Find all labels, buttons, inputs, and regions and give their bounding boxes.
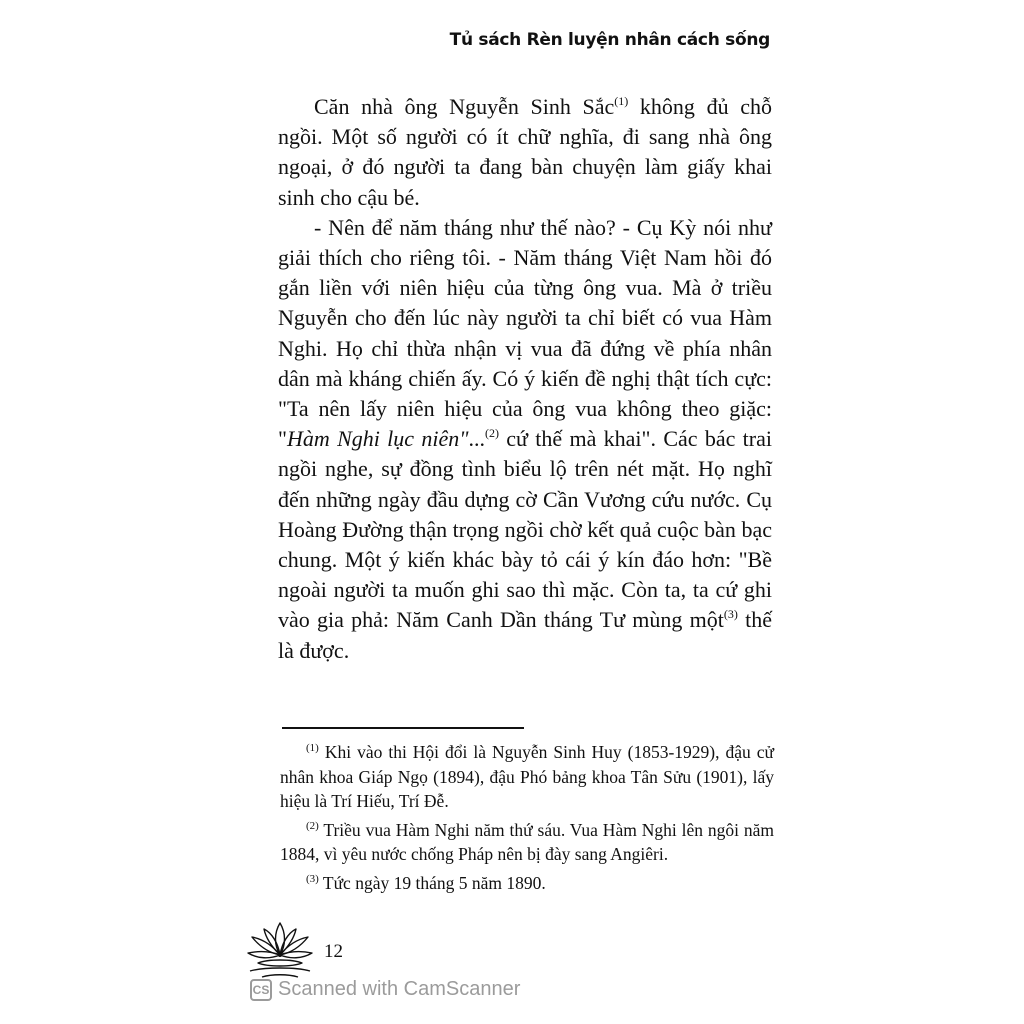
footnote-2 [280, 818, 774, 867]
footnote-1-text: Khi vào thi Hội đổi là Nguyễn Sinh Huy (1853-1929), đậu cử nhân khoa Giáp Ngọ (1894), đậu Phó bảng khoa Tân Sửu (1901), lấy hiệu là Trí Hiếu, Trí Đễ. [280, 742, 774, 812]
footnote-3-text: Tức ngày 19 tháng 5 năm 1890. [318, 872, 546, 893]
paragraph-1 [278, 92, 772, 213]
paragraph-2-text-a: - Nên để năm tháng như thế nào? - Cụ Kỳ nói như giải thích cho riêng tôi. - Năm tháng Việt Nam hồi đó gắn liền với niên hiệu của từng ông vua. Mà ở triều Nguyễn cho đến lúc này người ta chỉ biết có vua Hàm Nghi. Họ chỉ thừa nhận vị vua đã đứng về phía nhân dân mà kháng chiến ấy. Có ý kiến đề nghị thật tích cực: "Ta nên lấy niên hiệu của ông vua không theo giặc: " [278, 214, 772, 452]
running-header: Tủ sách Rèn luyện nhân cách sống [449, 30, 770, 50]
paragraph-1-text-b: không đủ chỗ ngồi. Một số người có ít chữ nghĩa, đi sang nhà ông ngoại, ở đó người ta đang bàn chuyện làm giấy khai sinh cho cậu bé. [278, 94, 773, 210]
paragraph-2 [278, 213, 772, 666]
camscanner-logo-icon: CS [250, 979, 272, 1001]
footnote-1-marker: (1) [306, 742, 319, 754]
scanner-watermark [250, 978, 520, 1001]
paragraph-2-italic-quote: Hàm Nghi lục niên" [286, 426, 469, 452]
lotus-icon [244, 915, 316, 981]
footnotes [280, 740, 774, 900]
footnote-3-marker: (3) [306, 872, 319, 885]
footnote-2-marker: (2) [306, 819, 319, 832]
footnote-1 [280, 740, 774, 814]
paragraph-1-text-a: Căn nhà ông Nguyễn Sinh Sắc [314, 94, 615, 119]
footnote-ref-2: (2) [484, 426, 499, 441]
footnote-separator [282, 727, 524, 729]
footnote-ref-1: (1) [614, 94, 629, 108]
footnote-3 [280, 871, 774, 896]
paragraph-2-text-d: thế là được. [278, 607, 772, 663]
paragraph-2-text-c: cứ thế mà khai". Các bác trai ngồi nghe, sự đồng tình biểu lộ trên nét mặt. Họ nghĩ đến những ngày đầu dựng cờ Cần Vương cứu nước. Cụ Hoàng Đường thận trọng ngồi chờ kết quả cuộc bàn bạc chung. Một ý kiến khác bày tỏ cái ý kín đáo hơn: "Bề ngoài người ta muốn ghi sao thì mặc. Còn ta, ta cứ ghi vào gia phả: Năm Canh Dần tháng Tư mùng một [278, 426, 772, 633]
footnote-2-text: Triều vua Hàm Nghi năm thứ sáu. Vua Hàm Nghi lên ngôi năm 1884, vì yêu nước chống Pháp nên bị đày sang Angiêri. [280, 819, 774, 865]
scanner-watermark-text: Scanned with CamScanner [278, 978, 521, 1000]
main-text [278, 92, 772, 666]
page-number: 12 [324, 941, 343, 962]
paragraph-2-ellipsis: ... [468, 426, 485, 452]
footnote-ref-3: (3) [723, 607, 738, 622]
